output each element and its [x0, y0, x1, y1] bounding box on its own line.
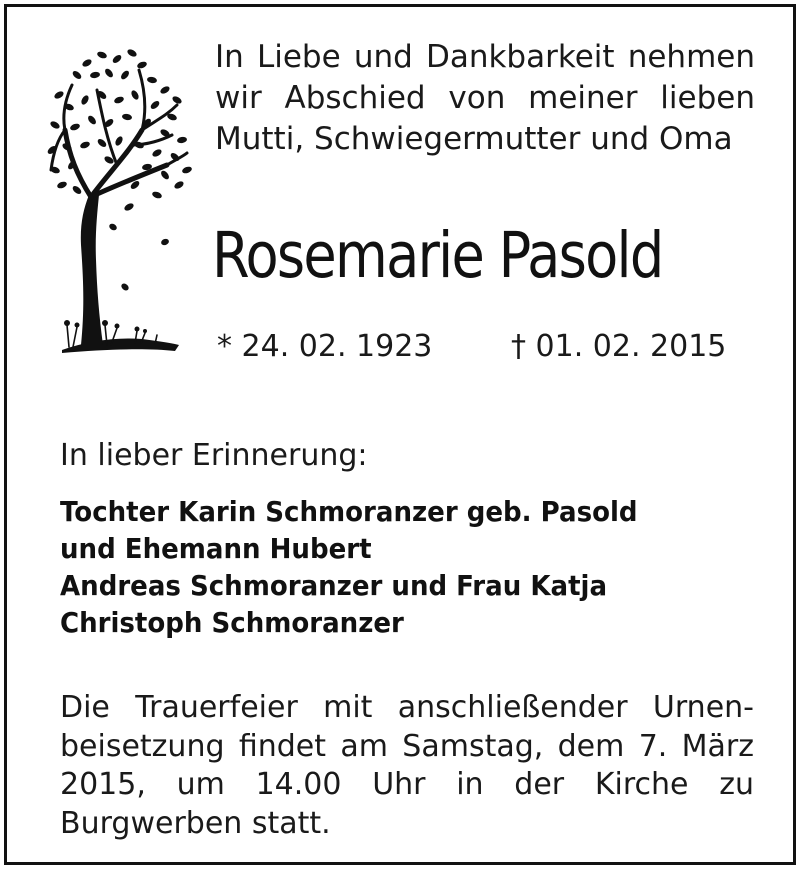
obituary-frame	[4, 4, 796, 865]
family-list	[60, 493, 638, 641]
intro-text	[215, 37, 755, 160]
service-line: Burgwerben statt.	[60, 805, 331, 841]
intro-line: wir Abschied von meiner lieben	[215, 80, 755, 116]
service-line: Die Trauerfeier mit anschließender Urnen-	[60, 690, 754, 725]
deceased-name: Rosemarie Pasold	[212, 219, 663, 292]
family-line: Andreas Schmoranzer und Frau Katja	[60, 569, 608, 602]
memory-heading: In lieber Erinnerung:	[60, 438, 368, 473]
family-line: und Ehemann Hubert	[60, 532, 372, 565]
death-date: † 01. 02. 2015	[511, 329, 727, 364]
intro-line: Mutti, Schwiegermutter und Oma	[215, 121, 733, 157]
tree-icon	[47, 45, 192, 357]
service-info	[60, 689, 754, 843]
birth-date: * 24. 02. 1923	[217, 329, 433, 364]
service-line: 2015, um 14.00 Uhr in der Kirche zu	[60, 767, 754, 802]
intro-line: In Liebe und Dankbarkeit nehmen	[215, 39, 755, 75]
family-line: Tochter Karin Schmoranzer geb. Pasold	[60, 495, 638, 528]
family-line: Christoph Schmoranzer	[60, 606, 404, 639]
service-line: beisetzung findet am Samstag, dem 7. März	[60, 728, 754, 764]
